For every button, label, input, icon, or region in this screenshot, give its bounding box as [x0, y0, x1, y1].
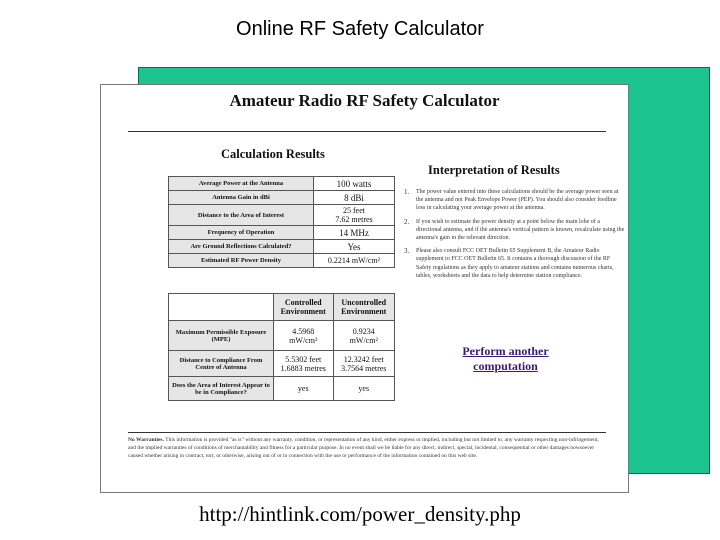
results-table: [168, 176, 395, 268]
value: 0.9234: [352, 326, 375, 336]
value: 12.3242 feet: [343, 354, 384, 364]
slide-title: Online RF Safety Calculator: [236, 18, 484, 40]
result-label: Estimated RF Power Density: [169, 254, 314, 268]
list-item: [404, 218, 626, 243]
unit: mW/cm²: [349, 335, 378, 345]
value: 1.6883 metres: [280, 363, 326, 373]
warranty-notice: [128, 432, 606, 461]
item-text: The power value entered into these calculations should be the average power seen at the antenna and not Peak Envelope Power (PEP). You should also consider feedline loss in calculating your average power at the antenna.: [416, 189, 619, 212]
mpe-uncontrolled: [333, 321, 394, 351]
divider: [128, 131, 606, 132]
page-title: Amateur Radio RF Safety Calculator: [229, 91, 500, 110]
list-item: [404, 188, 626, 213]
result-label: Average Power at the Antenna: [169, 177, 314, 191]
table-header-row: [169, 294, 395, 321]
header-controlled: Controlled Environment: [274, 294, 334, 321]
header-uncontrolled: Uncontrolled Environment: [333, 294, 394, 321]
compliance-table: [168, 293, 395, 401]
result-value: 14 MHz: [314, 226, 395, 240]
calc-results-heading: Calculation Results: [221, 147, 325, 161]
distance-uncontrolled: [333, 351, 394, 377]
result-label: Distance to the Area of Interest: [169, 205, 314, 226]
distance-controlled: [274, 351, 334, 377]
item-number: 1.: [404, 188, 410, 196]
value: 5.5302 feet: [285, 354, 322, 364]
list-item: [404, 247, 626, 280]
result-label: Are Ground Reflections Calculated?: [169, 240, 314, 254]
result-value: 0.2214 mW/cm²: [314, 254, 395, 268]
item-text: Please also consult FCC OET Bulletin 65 Supplement B, the Amateur Radio supplement to FCC OET Bulletin 65. It contains a thorough discussion of the RF Safety regulations as they apply to amateur stations and contains numerous charts, tables, worksheets and the data to help determine station compliance.: [416, 248, 614, 279]
perform-another-computation-link[interactable]: Perform another computation: [462, 344, 549, 373]
value: 3.7564 metres: [341, 363, 387, 373]
table-row: [169, 240, 395, 254]
interpretation-heading: Interpretation of Results: [428, 163, 560, 177]
table-row: [169, 351, 395, 377]
warranty-text: This information is provided "as is" without any warranty, condition, or representation of any kind, either express or implied, including but not limited to, any warranty respecting non-infringement, and the implied warranties of conditions of merchantability and fitness for a particular purpose. In no event shall we be liable for any direct, indirect, special, incidental, consequential or other damages howsoever caused whether arising in contract, tort, or otherwise, arising out of or in connection with the use or performance of the information contained on this web site.: [128, 437, 599, 460]
table-row: [169, 377, 395, 401]
table-row: [169, 177, 395, 191]
table-row: [169, 226, 395, 240]
item-number: 2.: [404, 217, 410, 226]
row-label: Distance to Compliance From Centre of Antenna: [169, 351, 274, 377]
distance-feet: 25 feet: [343, 206, 365, 215]
result-value: 8 dBi: [314, 191, 395, 205]
table-row: [169, 205, 395, 226]
interpretation-list: [404, 188, 626, 285]
value: 4.5968: [292, 326, 315, 336]
row-label: Maximum Permissible Exposure (MPE): [169, 321, 274, 351]
unit: mW/cm²: [289, 335, 318, 345]
result-value: [314, 205, 395, 226]
result-value: 100 watts: [314, 177, 395, 191]
header-spacer: [169, 294, 274, 321]
result-value: Yes: [314, 240, 395, 254]
distance-metres: 7.62 metres: [335, 215, 373, 224]
row-label: Does the Area of Interest Appear to be in Compliance?: [169, 377, 274, 401]
result-label: Antenna Gain in dBi: [169, 191, 314, 205]
calculator-screenshot: [100, 84, 629, 493]
warranty-label: No Warranties.: [128, 437, 164, 443]
compliance-uncontrolled: yes: [333, 377, 394, 401]
table-row: [169, 191, 395, 205]
item-number: 3.: [404, 247, 410, 256]
table-row: [169, 321, 395, 351]
result-label: Frequency of Operation: [169, 226, 314, 240]
mpe-controlled: [274, 321, 334, 351]
item-text: If you wish to estimate the power density at a point below the main lobe of a directional antenna, and if the antenna's vertical pattern is known, recalculate using the antenna's gain in the relevant direction.: [416, 218, 625, 242]
compliance-controlled: yes: [274, 377, 334, 401]
source-url: http://hintlink.com/power_density.php: [199, 502, 521, 526]
table-row: [169, 254, 395, 268]
